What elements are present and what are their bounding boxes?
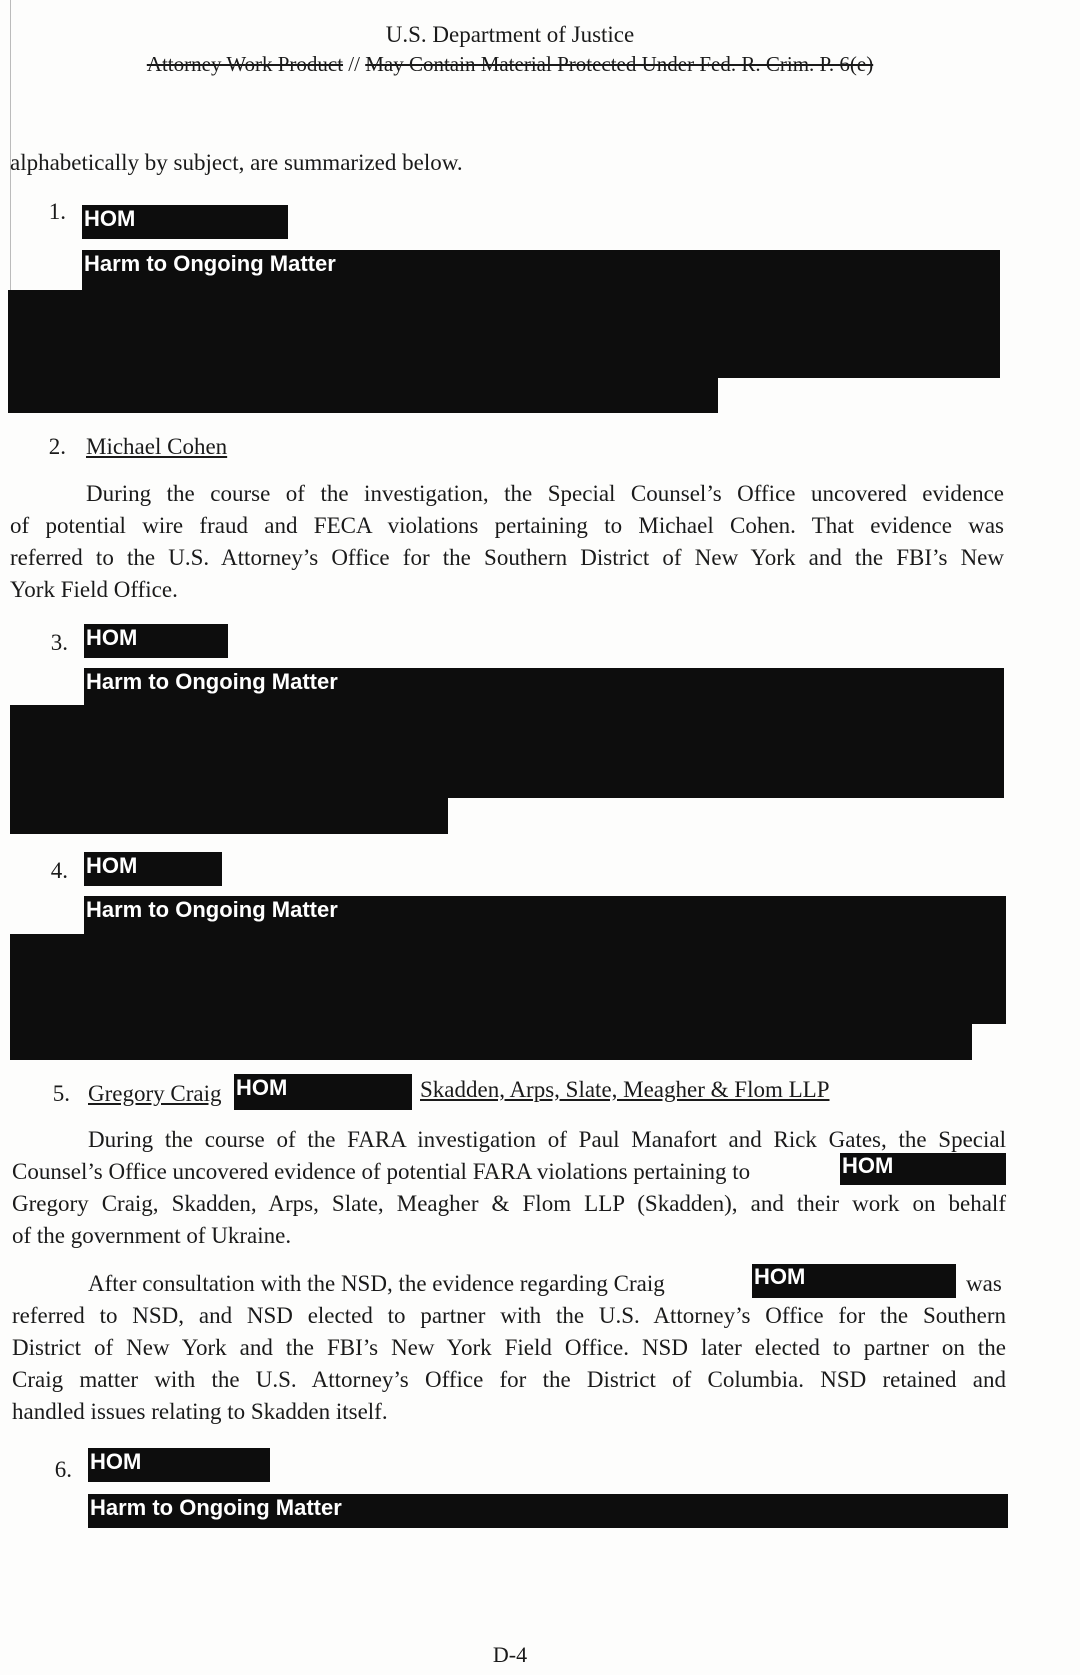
item-3-body-redaction-left (10, 705, 90, 798)
item-2-number: 2. (48, 434, 66, 459)
redaction-label: HOM (754, 1264, 806, 1289)
marking-grand-jury: May Contain Material Protected Under Fed. R. Crim. P. 6(e) (365, 52, 874, 76)
item-5-p2-redaction (752, 1264, 956, 1298)
item-2-line-1: During the course of the investigation, the Special Counsel’s Office uncovered evidence (86, 481, 1004, 506)
header-department: U.S. Department of Justice (385, 22, 635, 47)
item-5-p1-line-2: Counsel’s Office uncovered evidence of potential FARA violations pertaining to (12, 1159, 751, 1184)
redaction-label: HOM (90, 1449, 142, 1474)
redaction-label: HOM (86, 625, 138, 650)
item-5-p2-line-1b: was (966, 1271, 1002, 1296)
item-5-number: 5. (52, 1081, 70, 1106)
item-5-p2-line-4: Craig matter with the U.S. Attorney’s Office for the District of Columbia. NSD retained and (12, 1367, 1006, 1392)
item-5-subject-name: Gregory Craig (88, 1081, 222, 1106)
item-2-line-2: of potential wire fraud and FECA violations pertaining to Michael Cohen. That evidence was (10, 513, 1004, 538)
item-2-line-4: York Field Office. (10, 577, 178, 602)
item-1-body-redaction (82, 250, 1000, 378)
redaction-label: Harm to Ongoing Matter (86, 669, 338, 694)
item-2-subject: Michael Cohen (86, 434, 228, 459)
page-number: D-4 (492, 1642, 528, 1667)
redaction-label: HOM (236, 1075, 288, 1100)
item-6-number: 6. (54, 1457, 72, 1482)
redaction-label: Harm to Ongoing Matter (86, 897, 338, 922)
item-6-subject-redaction (88, 1448, 270, 1482)
redaction-label: Harm to Ongoing Matter (90, 1495, 342, 1520)
item-5-p2-line-1a: After consultation with the NSD, the evidence regarding Craig (88, 1271, 665, 1296)
item-4-body-redaction (84, 896, 1006, 1024)
marking-work-product: Attorney Work Product (146, 52, 344, 76)
item-5-p2-line-2: referred to NSD, and NSD elected to partner with the U.S. Attorney’s Office for the Southern (12, 1303, 1006, 1328)
redaction-label: HOM (842, 1153, 894, 1178)
item-4-number: 4. (50, 858, 68, 883)
item-3-subject-redaction (84, 624, 228, 658)
item-5-p1-line-1: During the course of the FARA investigation of Paul Manafort and Rick Gates, the Special (88, 1127, 1006, 1152)
item-1-number: 1. (48, 199, 66, 224)
item-1-subject-redaction (82, 205, 288, 239)
header-marking (0, 52, 1020, 77)
item-5-subject-redaction (234, 1074, 412, 1110)
marking-separator: // (343, 52, 366, 76)
item-4-subject-redaction (84, 852, 222, 886)
redaction-label: Harm to Ongoing Matter (84, 251, 336, 276)
item-5-p2-line-5: handled issues relating to Skadden itself. (12, 1399, 388, 1424)
item-3-body-redaction (84, 668, 1004, 798)
item-2-line-3: referred to the U.S. Attorney’s Office for the Southern District of New York and the FBI’s New (10, 545, 1004, 570)
item-5-p1-redaction (840, 1153, 1006, 1185)
item-4-body-redaction-tail (10, 1024, 972, 1060)
redaction-label: HOM (84, 206, 136, 231)
item-1-body-redaction-tail (8, 378, 718, 413)
item-5-p2-line-3: District of New York and the FBI’s New York Field Office. NSD later elected to partner on the (12, 1335, 1006, 1360)
intro-line: alphabetically by subject, are summarized below. (10, 150, 463, 175)
item-3-body-redaction-tail (10, 798, 448, 834)
item-6-body-redaction (88, 1494, 1008, 1528)
item-3-number: 3. (50, 630, 68, 655)
redaction-label: HOM (86, 853, 138, 878)
item-4-body-redaction-left (10, 934, 90, 1024)
item-1-body-redaction-left (8, 290, 88, 378)
item-5-p1-line-4: of the government of Ukraine. (12, 1223, 292, 1248)
item-5-p1-line-3: Gregory Craig, Skadden, Arps, Slate, Meagher & Flom LLP (Skadden), and their work on behalf (12, 1191, 1006, 1216)
item-5-subject-firm: Skadden, Arps, Slate, Meagher & Flom LLP (420, 1077, 830, 1102)
